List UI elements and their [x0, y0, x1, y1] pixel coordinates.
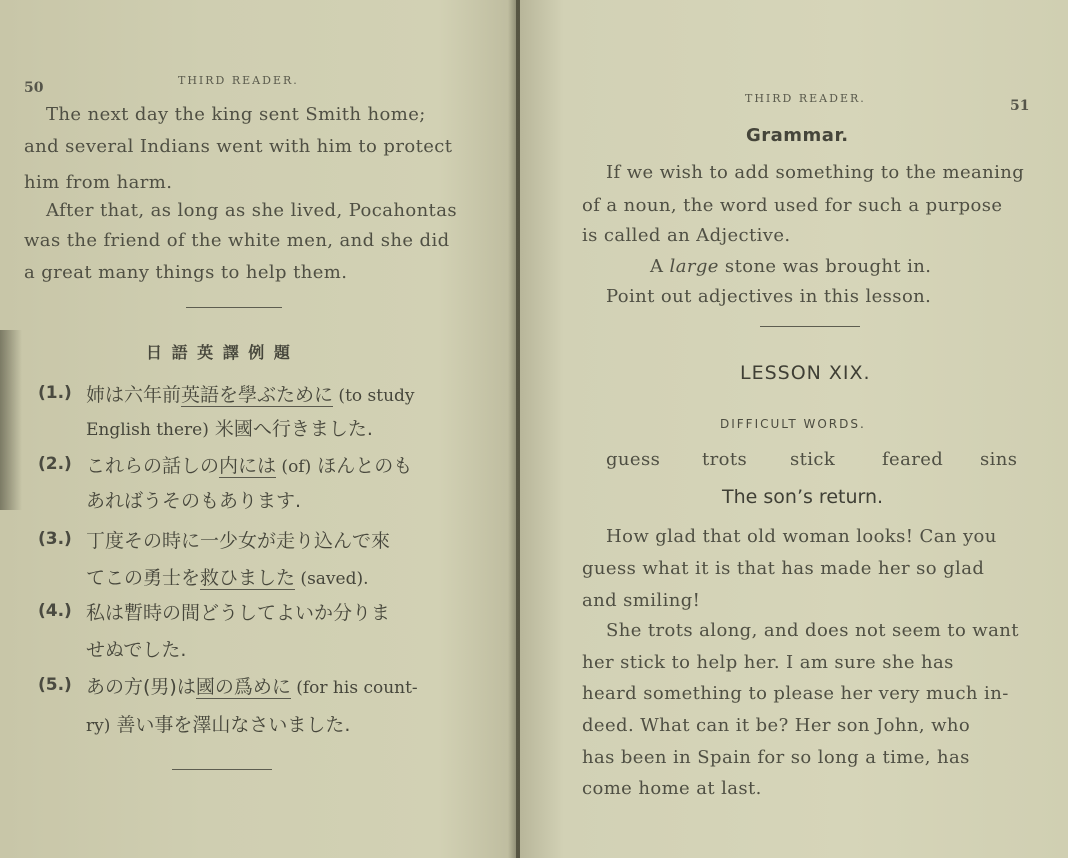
- exercise-segment: (saved).: [295, 569, 369, 589]
- exercise-segment: ほんとのも: [311, 455, 413, 477]
- exercise-number: (3.): [38, 529, 72, 549]
- text-line: and several Indians went with him to protect: [24, 136, 453, 157]
- exercise-segment: ry): [86, 716, 111, 736]
- exercise-segment: (of): [276, 457, 312, 477]
- exercise-line: [86, 672, 418, 699]
- example-adjective: large: [669, 256, 719, 277]
- exercise-segment: 姉は六年前: [86, 384, 182, 406]
- exercise-segment: あの方(男)は: [86, 676, 196, 698]
- example-sentence: [650, 256, 931, 277]
- text-line: guess what it is that has made her so glad: [582, 558, 985, 579]
- exercise-line: [86, 451, 412, 478]
- text-line: was the friend of the white men, and she did: [24, 230, 450, 251]
- exercise-line: [86, 635, 186, 662]
- exercise-title: 日 語 英 譯 例 題: [146, 343, 292, 362]
- vocab-word: feared: [882, 449, 944, 470]
- grammar-heading: Grammar.: [746, 125, 849, 146]
- text-line: The next day the king sent Smith home;: [46, 104, 426, 125]
- grammar-line: If we wish to add something to the meaning: [606, 162, 1025, 183]
- exercise-segment: (for his count-: [290, 678, 418, 698]
- page-edge-shadow: [0, 330, 22, 510]
- page-number: 51: [1010, 98, 1030, 114]
- end-divider: [172, 769, 272, 770]
- page-number: 50: [24, 80, 44, 96]
- exercise-number: (2.): [38, 454, 72, 474]
- text-line: She trots along, and does not seem to want: [606, 620, 1019, 641]
- exercise-line: [86, 380, 415, 407]
- underlined-phrase: 救ひました: [200, 567, 296, 589]
- exercise-line: [86, 598, 390, 625]
- exercise-segment: せぬでした.: [86, 639, 187, 661]
- text-line: How glad that old woman looks! Can you: [606, 526, 997, 547]
- exercise-number: (1.): [38, 383, 72, 403]
- grammar-line: of a noun, the word used for such a purpose: [582, 195, 1003, 216]
- vocab-word: guess: [606, 449, 661, 470]
- text-line: has been in Spain for so long a time, has: [582, 747, 970, 768]
- difficult-words-label: DIFFICULT WORDS.: [720, 417, 866, 431]
- section-divider: [760, 326, 860, 327]
- instruction-line: Point out adjectives in this lesson.: [606, 286, 932, 307]
- text-line: and smiling!: [582, 590, 701, 611]
- lesson-title: LESSON XIX.: [740, 362, 871, 384]
- grammar-line: is called an Adjective.: [582, 225, 791, 246]
- exercise-segment: 私は暫時の間どうしてよいか分りま: [86, 602, 391, 624]
- exercise-segment: English there): [86, 420, 209, 440]
- text-line: him from harm.: [24, 172, 173, 193]
- text-line: a great many things to help them.: [24, 262, 348, 283]
- exercise-line: [86, 526, 390, 553]
- section-divider: [186, 307, 282, 308]
- exercise-segment: 米國へ行きました.: [208, 418, 373, 440]
- running-head: THIRD READER.: [178, 74, 299, 87]
- underlined-phrase: 國の爲めに: [195, 676, 291, 698]
- exercise-segment: 丁度その時に一少女が走り込んで來: [86, 530, 391, 552]
- exercise-number: (5.): [38, 675, 72, 695]
- right-page: [520, 0, 1068, 858]
- vocab-word: trots: [702, 449, 748, 470]
- exercise-line: [86, 710, 350, 737]
- text-line: deed. What can it be? Her son John, who: [582, 715, 971, 736]
- text-line: come home at last.: [582, 778, 762, 799]
- exercise-line: [86, 486, 301, 513]
- left-page: [0, 0, 516, 858]
- example-suffix: stone was brought in.: [718, 256, 932, 277]
- exercise-segment: (to study: [333, 386, 415, 406]
- underlined-phrase: 英語を學ぶために: [181, 384, 334, 406]
- exercise-segment: あればうそのもあります.: [86, 490, 302, 512]
- exercise-segment: 善い事を澤山なさいました.: [110, 714, 351, 736]
- example-prefix: A: [650, 256, 670, 277]
- exercise-line: [86, 563, 369, 590]
- exercise-line: [86, 414, 373, 441]
- vocab-word: stick: [790, 449, 836, 470]
- exercise-number: (4.): [38, 601, 72, 621]
- text-line: heard something to please her very much in-: [582, 683, 1009, 704]
- exercise-segment: てこの勇士を: [86, 567, 201, 589]
- vocab-word: sins: [980, 449, 1018, 470]
- exercise-segment: これらの話しの: [86, 455, 220, 477]
- running-head: THIRD READER.: [745, 92, 866, 105]
- underlined-phrase: 内には: [219, 455, 277, 477]
- story-title: The son’s return.: [722, 486, 884, 508]
- text-line: After that, as long as she lived, Pocahontas: [46, 200, 457, 221]
- text-line: her stick to help her. I am sure she has: [582, 652, 954, 673]
